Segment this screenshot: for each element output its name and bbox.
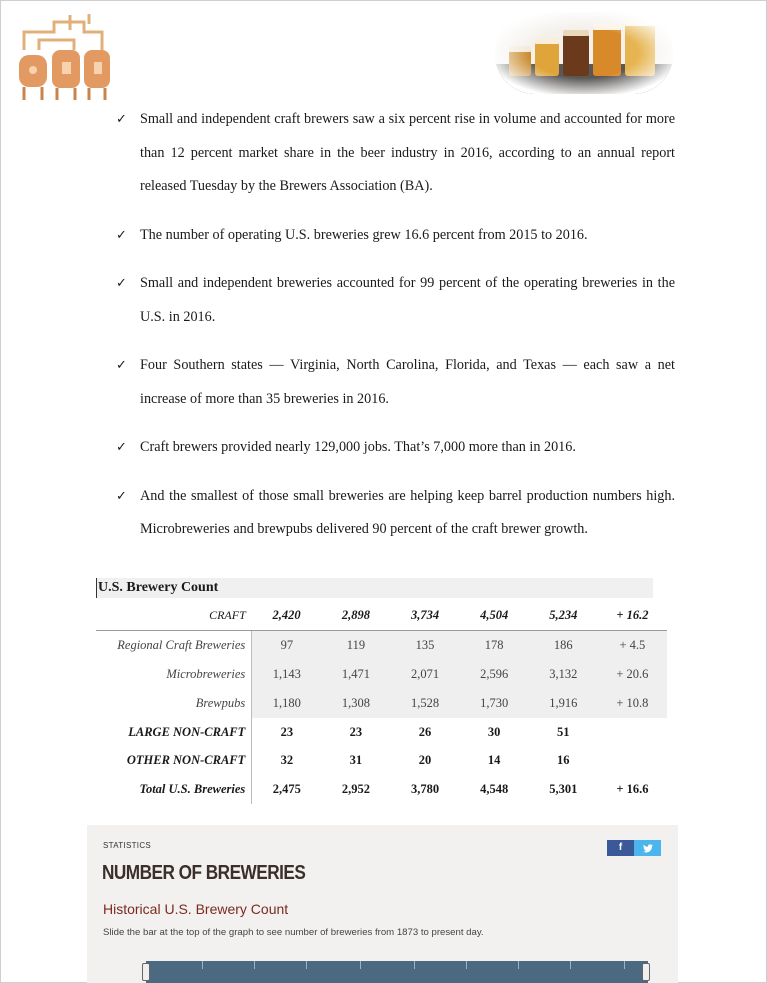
table-cell: 14	[487, 753, 501, 768]
table-row-regional	[96, 630, 667, 659]
year-range-slider[interactable]	[146, 961, 648, 983]
table-cell: 23	[349, 724, 363, 739]
table-cell: 4,548	[480, 782, 509, 797]
table-cell: 1,916	[529, 689, 598, 718]
bullet-text: And the smallest of those small breweries are helping keep barrel production numbers high. Microbreweries and brewpubs delivered 90 percent of the craft brewer growth.	[140, 487, 675, 537]
table-row-brewpubs	[96, 689, 667, 718]
section-label: STATISTICS	[103, 841, 152, 850]
bullet-item	[113, 267, 675, 334]
section-title: NUMBER OF BREWERIES	[102, 862, 306, 884]
table-cell: 2,898	[321, 601, 390, 630]
row-label: Total U.S. Breweries	[96, 775, 252, 804]
brewery-count-table	[96, 578, 667, 804]
slider-tick	[254, 961, 255, 969]
table-cell: 2,071	[390, 660, 459, 689]
table-cell: 3,734	[390, 601, 459, 630]
table-cell: 186	[529, 630, 598, 659]
table-cell: 20	[418, 753, 432, 768]
table-cell: 23	[280, 724, 294, 739]
row-label: CRAFT	[96, 601, 252, 630]
table-row-microbreweries	[96, 660, 667, 689]
change-cell: + 16.6	[616, 782, 649, 797]
bullet-text: Small and independent craft brewers saw a six percent rise in volume and accounted for more than 12 percent market share in the beer industry in 2016, according to an annual report released Tuesday by the Brewers Association (BA).	[140, 111, 675, 194]
check-mark-icon: ✓	[116, 276, 127, 291]
facebook-icon[interactable]: f	[607, 840, 634, 856]
share-buttons	[607, 840, 661, 856]
table-row-large-non-craft	[96, 718, 667, 747]
bullet-item	[113, 349, 675, 416]
slider-handle-start[interactable]	[142, 963, 150, 981]
table-title: U.S. Brewery Count	[96, 578, 653, 598]
change-cell	[598, 718, 667, 747]
check-mark-icon: ✓	[116, 358, 127, 373]
slider-tick	[306, 961, 307, 969]
change-cell	[598, 746, 667, 775]
table-cell: 30	[487, 724, 501, 739]
bullet-item	[113, 431, 675, 465]
table-cell: 119	[321, 630, 390, 659]
beer-glasses-image	[495, 12, 673, 94]
table-cell: 2,475	[272, 782, 301, 797]
table-cell: 31	[349, 753, 363, 768]
table-cell: 1,528	[390, 689, 459, 718]
table-cell: 32	[280, 753, 294, 768]
bullet-text: The number of operating U.S. breweries grew 16.6 percent from 2015 to 2016.	[140, 226, 588, 243]
row-label: Microbreweries	[96, 660, 252, 689]
slider-tick	[360, 961, 361, 969]
bullet-item	[113, 480, 675, 547]
chart-subtitle: Historical U.S. Brewery Count	[103, 901, 289, 917]
change-cell: + 10.8	[598, 689, 667, 718]
slider-tick	[466, 961, 467, 969]
row-label: Regional Craft Breweries	[96, 630, 252, 659]
row-label: Brewpubs	[96, 689, 252, 718]
change-cell: + 16.2	[598, 601, 667, 630]
bullet-text: Four Southern states — Virginia, North Carolina, Florida, and Texas — each saw a net increase of more than 35 breweries in 2016.	[140, 357, 675, 407]
check-mark-icon: ✓	[116, 440, 127, 455]
table-cell: 16	[557, 753, 570, 768]
table-cell: 5,301	[549, 782, 578, 797]
slider-tick	[624, 961, 625, 969]
brewery-equipment-image	[14, 10, 114, 105]
change-cell: + 20.6	[598, 660, 667, 689]
table-cell: 26	[418, 724, 432, 739]
bullet-text: Craft brewers provided nearly 129,000 jobs. That’s 7,000 more than in 2016.	[140, 439, 576, 455]
table-row-total	[96, 775, 667, 804]
table-cell: 2,596	[460, 660, 529, 689]
table-cell: 5,234	[529, 601, 598, 630]
table-cell: 1,308	[321, 689, 390, 718]
table-body	[96, 601, 667, 804]
bullet-text: Small and independent breweries accounted for 99 percent of the operating breweries in the U.S. in 2016.	[140, 275, 675, 325]
chart-description: Slide the bar at the top of the graph to see number of breweries from 1873 to present day.	[103, 927, 484, 938]
check-mark-icon: ✓	[116, 488, 127, 504]
row-label: LARGE NON-CRAFT	[96, 718, 252, 747]
slider-handle-end[interactable]	[642, 963, 650, 981]
table-cell: 1,180	[252, 689, 322, 718]
table-cell: 135	[390, 630, 459, 659]
table-cell: 4,504	[460, 601, 529, 630]
table-cell: 1,143	[252, 660, 322, 689]
twitter-icon[interactable]	[634, 840, 661, 856]
slider-tick	[518, 961, 519, 969]
table-row-other-non-craft	[96, 746, 667, 775]
slider-tick	[202, 961, 203, 969]
bullet-list	[113, 103, 675, 547]
bullet-item	[113, 219, 675, 253]
table-cell: 97	[252, 630, 322, 659]
table-cell: 1,730	[460, 689, 529, 718]
table-cell: 3,780	[410, 782, 440, 797]
table-row-craft	[96, 601, 667, 630]
change-cell: + 4.5	[598, 630, 667, 659]
row-label: OTHER NON-CRAFT	[96, 746, 252, 775]
slider-tick	[570, 961, 571, 969]
table-cell: 51	[557, 724, 570, 739]
table-cell: 3,132	[529, 660, 598, 689]
check-mark-icon: ✓	[116, 227, 127, 243]
check-mark-icon: ✓	[116, 112, 127, 127]
table-cell: 178	[460, 630, 529, 659]
table-cell: 1,471	[321, 660, 390, 689]
slider-tick	[414, 961, 415, 969]
bullet-item	[113, 103, 675, 204]
table-cell: 2,952	[341, 782, 370, 797]
table-cell: 2,420	[252, 601, 322, 630]
twitter-bird-icon	[643, 844, 653, 853]
statistics-panel	[87, 825, 678, 983]
